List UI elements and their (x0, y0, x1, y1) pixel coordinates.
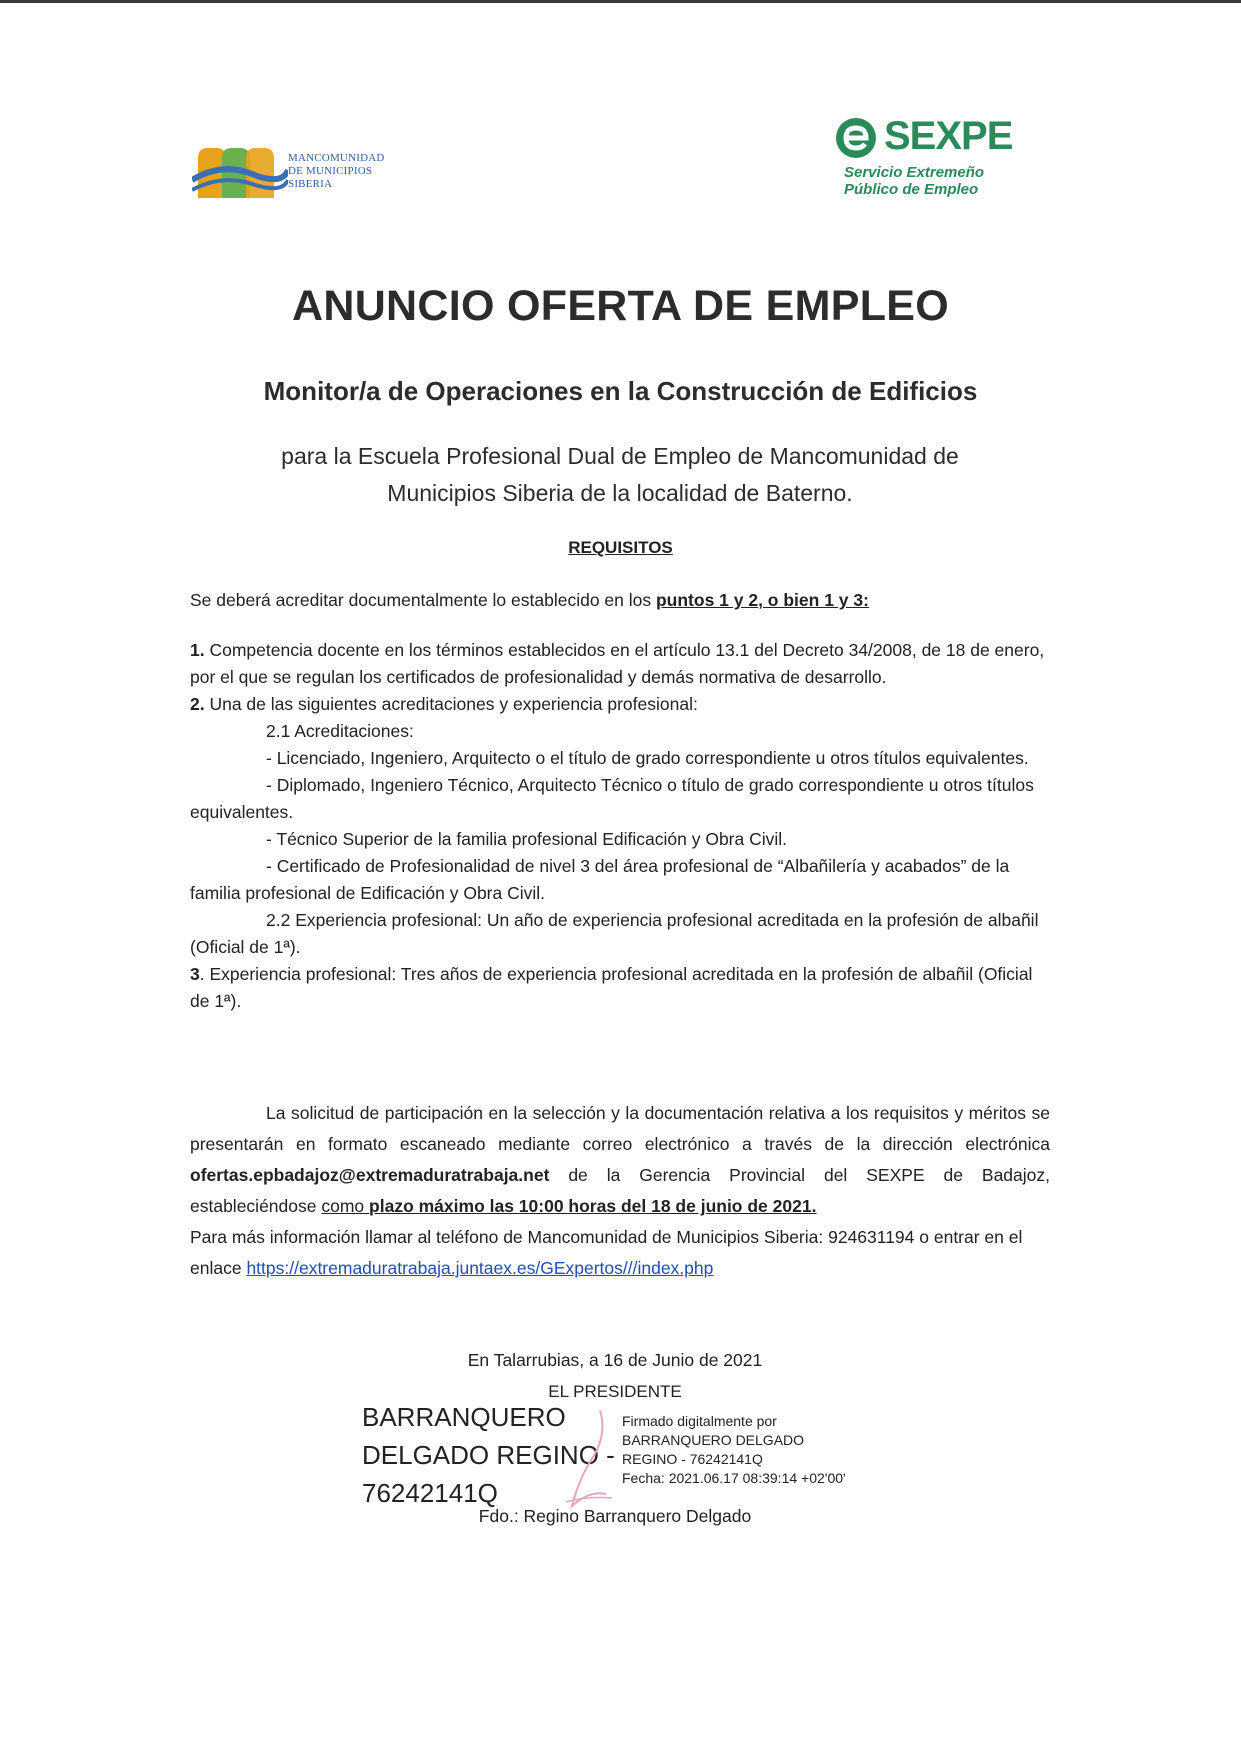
application-email: ofertas.epbadajoz@extremaduratrabaja.net (190, 1165, 550, 1185)
requisitos-heading: REQUISITOS (568, 538, 673, 557)
signer-line-3: 76242141Q (362, 1478, 498, 1508)
application-part-2: de la Gerencia Provincial del SEXPE de Badajoz, estableciéndose (190, 1165, 1050, 1216)
req-2-1: 2.1 Acreditaciones: (266, 721, 414, 741)
req-3-text: . Experiencia profesional: Tres años de experiencia profesional acreditada en la profesión de albañil (Oficial de 1ª). (190, 964, 1033, 1011)
signer-line-1: BARRANQUERO (362, 1402, 566, 1432)
req-degree-4: - Certificado de Profesionalidad de nivel 3 del área profesional de “Albañilería y acabados” de la familia profesional de Edificación y Obra Civil. (190, 856, 1010, 903)
sexpe-logo (832, 112, 1012, 202)
application-deadline: plazo máximo las 10:00 horas del 18 de junio de 2021. (369, 1196, 817, 1216)
mms-line-2: DE MUNICIPIOS (288, 165, 373, 177)
handwritten-signature-icon (560, 1406, 630, 1516)
application-text (190, 1098, 1050, 1222)
lead-text: Se deberá acreditar documentalmente lo establecido en los (190, 590, 656, 610)
document-title: ANUNCIO OFERTA DE EMPLEO (292, 282, 949, 330)
mancomunidad-logo (192, 140, 422, 206)
digital-signature-info (622, 1412, 846, 1488)
sexpe-e-icon (832, 112, 880, 160)
intro (190, 438, 1050, 512)
digsig-line-1: Firmado digitalmente por (622, 1413, 777, 1429)
req-1 (190, 637, 1050, 691)
info-text (190, 1222, 1050, 1284)
mms-line-3: SIBERIA (288, 178, 333, 190)
req-degree-1: - Licenciado, Ingeniero, Arquitecto o el título de grado correspondiente u otros títulos equivalentes. (266, 748, 1029, 768)
info-part: Para más información llamar al teléfono de Mancomunidad de Municipios Siberia: 924631194 o entrar en el enlace (190, 1227, 1023, 1278)
req-degree-3: - Técnico Superior de la familia profesional Edificación y Obra Civil. (266, 829, 788, 849)
req-2-num: 2. (190, 694, 205, 714)
info-link[interactable]: https://extremaduratrabaja.juntaex.es/GExpertos///index.php (246, 1258, 714, 1278)
signer-line-2: DELGADO REGINO - (362, 1440, 615, 1470)
req-3-num: 3 (190, 964, 200, 984)
mancomunidad-m-icon (192, 140, 288, 206)
lead-emph: puntos 1 y 2, o bien 1 y 3: (655, 590, 869, 610)
requirements-list (190, 637, 1050, 1015)
sexpe-sub-1: Servicio Extremeño (844, 164, 985, 181)
intro-line-1: para la Escuela Profesional Dual de Empleo de Mancomunidad de (281, 443, 959, 469)
lead-paragraph (190, 587, 1050, 614)
application-como: como (321, 1196, 365, 1216)
req-1-text: Competencia docente en los términos establecidos en el artículo 13.1 del Decreto 34/2008, de 18 de enero, por el que se regulan los certificados de profesionalidad y demás normativa de desarrollo. (190, 640, 1045, 687)
digsig-line-2: BARRANQUERO DELGADO (622, 1432, 805, 1448)
sexpe-wordmark: SEXPE (884, 114, 1013, 158)
digsig-line-4: Fecha: 2021.06.17 08:39:14 +02'00' (622, 1470, 846, 1486)
job-title: Monitor/a de Operaciones en la Construcción de Edificios (263, 376, 978, 406)
intro-line-2: Municipios Siberia de la localidad de Baterno. (387, 480, 853, 506)
req-degree-2: - Diplomado, Ingeniero Técnico, Arquitecto Técnico o título de grado correspondiente u otros títulos equivalentes. (190, 775, 1034, 822)
req-2-2: 2.2 Experiencia profesional: Un año de experiencia profesional acreditada en la profesión de albañil (Oficial de 1ª). (190, 910, 1039, 957)
req-2-text: Una de las siguientes acreditaciones y experiencia profesional: (204, 694, 698, 714)
place-date: En Talarrubias, a 16 de Junio de 2021 (467, 1350, 763, 1370)
req-2 (190, 691, 1050, 718)
application-part-1: La solicitud de participación en la selección y la documentación relativa a los requisitos y méritos se presentarán en formato escaneado mediante correo electrónico a través de la dirección electrónica (190, 1103, 1050, 1154)
digsig-line-3: REGINO - 76242141Q (622, 1451, 763, 1467)
req-3 (190, 961, 1050, 1015)
sexpe-sub-2: Público de Empleo (844, 181, 979, 198)
req-1-num: 1. (190, 640, 205, 660)
signed-by: Fdo.: Regino Barranquero Delgado (478, 1506, 752, 1526)
mms-line-1: MANCOMUNIDAD (288, 152, 385, 164)
president-label: EL PRESIDENTE (548, 1382, 682, 1401)
application-paragraph (190, 1098, 1050, 1284)
